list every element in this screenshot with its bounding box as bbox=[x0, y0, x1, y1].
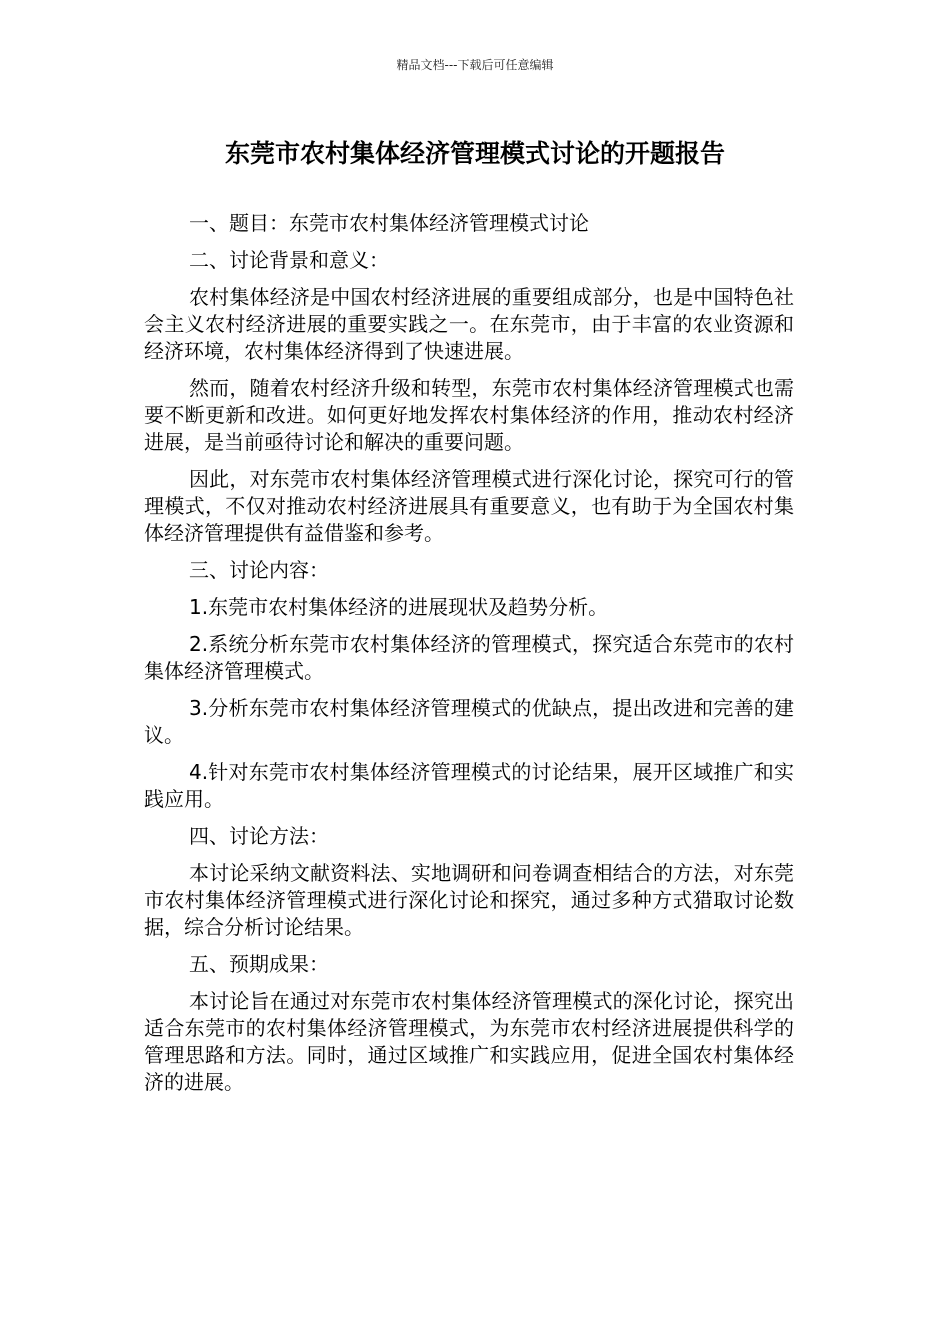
paragraph-expected-results: 本讨论旨在通过对东莞市农村集体经济管理模式的深化讨论，探究出适合东莞市的农村集体经济管理模式，为东莞市农村经济进展提供科学的管理思路和方法。同时，通过区域推广和实践应用，促进全国农村集体经济的进展。 bbox=[144, 989, 794, 1094]
list-item-content-3: 3.分析东莞市农村集体经济管理模式的优缺点，提出改进和完善的建议。 bbox=[144, 696, 794, 747]
paragraph-background-2: 然而，随着农村经济升级和转型，东莞市农村集体经济管理模式也需要不断更新和改进。如何更好地发挥农村集体经济的作用，推动农村经济进展，是当前亟待讨论和解决的重要问题。 bbox=[144, 376, 794, 454]
header-note: 精品文档---下载后可任意编辑 bbox=[396, 58, 554, 72]
paragraph-background-1: 农村集体经济是中国农村经济进展的重要组成部分，也是中国特色社会主义农村经济进展的重要实践之一。在东莞市，由于丰富的农业资源和经济环境，农村集体经济得到了快速进展。 bbox=[144, 285, 794, 363]
paragraph-method: 本讨论采纳文献资料法、实地调研和问卷调查相结合的方法，对东莞市农村集体经济管理模式进行深化讨论和探究，通过多种方式猎取讨论数据，综合分析讨论结果。 bbox=[144, 861, 794, 939]
paragraph-topic: 一、题目：东莞市农村集体经济管理模式讨论 bbox=[189, 211, 589, 235]
heading-expected-results: 五、预期成果： bbox=[189, 952, 329, 976]
list-item-content-1: 1.东莞市农村集体经济的进展现状及趋势分析。 bbox=[189, 595, 609, 619]
list-item-content-2: 2.系统分析东莞市农村集体经济的管理模式，探究适合东莞市的农村集体经济管理模式。 bbox=[144, 632, 794, 683]
document-body bbox=[144, 210, 794, 1106]
list-item-content-4: 4.针对东莞市农村集体经济管理模式的讨论结果，展开区域推广和实践应用。 bbox=[144, 760, 794, 811]
heading-method: 四、讨论方法： bbox=[189, 824, 329, 848]
document-title: 东莞市农村集体经济管理模式讨论的开题报告 bbox=[224, 139, 725, 168]
heading-background: 二、讨论背景和意义： bbox=[189, 248, 389, 272]
heading-content: 三、讨论内容： bbox=[189, 558, 329, 582]
paragraph-background-3: 因此，对东莞市农村集体经济管理模式进行深化讨论，探究可行的管理模式，不仅对推动农村经济进展具有重要意义，也有助于为全国农村集体经济管理提供有益借鉴和参考。 bbox=[144, 467, 794, 545]
